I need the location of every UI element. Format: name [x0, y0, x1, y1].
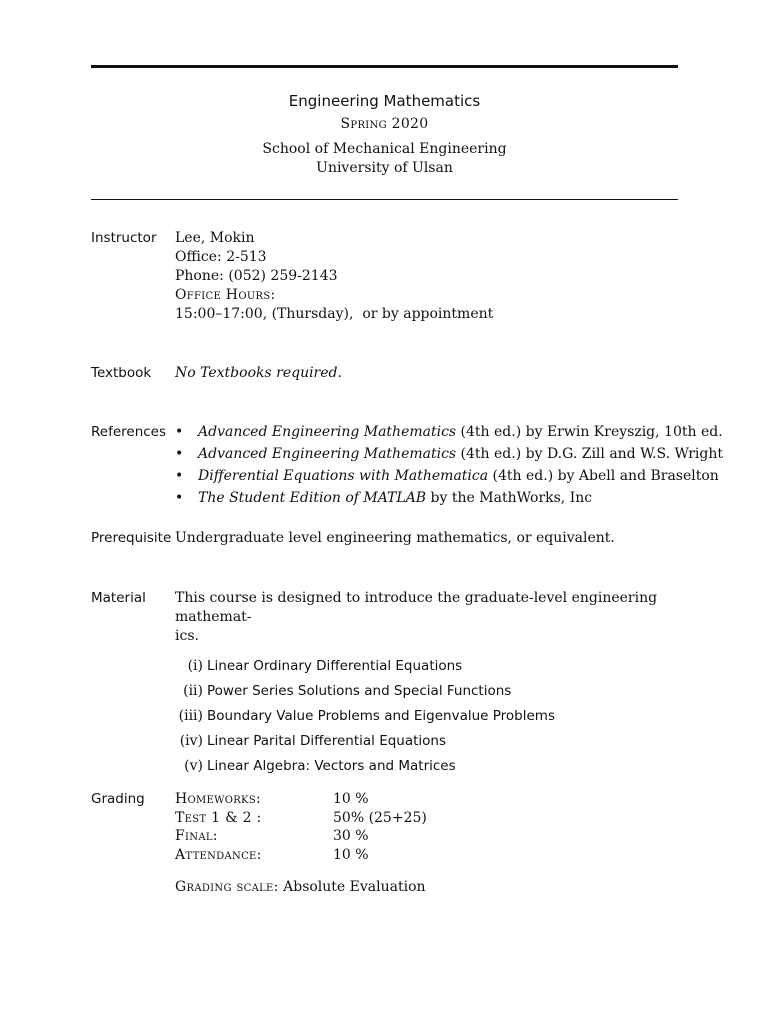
grading-scale-value: Absolute Evaluation	[278, 879, 426, 895]
references-section	[175, 421, 724, 509]
topic-item	[175, 679, 678, 704]
grading-label: Grading	[91, 791, 145, 807]
document-header	[91, 90, 678, 178]
topic-item	[175, 654, 678, 679]
reference-title: The Student Edition of MATLAB	[198, 490, 427, 506]
topic-number: (ii)	[183, 683, 203, 699]
topic-item	[175, 729, 678, 754]
instructor-office: Office: 2-513	[175, 249, 267, 265]
reference-list	[175, 421, 724, 509]
course-title: Engineering Mathematics	[288, 92, 481, 110]
office-hours-label: Office Hours:	[175, 287, 276, 303]
textbook-label: Textbook	[91, 365, 152, 381]
reference-item	[175, 465, 719, 487]
bullet-icon: •	[175, 468, 184, 484]
grading-scale	[175, 878, 678, 897]
topic-number: (iv)	[179, 733, 203, 749]
grading-table	[175, 790, 678, 864]
topic-number: (i)	[187, 658, 203, 674]
prerequisite-label: Prerequisite	[91, 530, 172, 546]
grading-section	[175, 790, 678, 897]
header-divider	[91, 199, 678, 200]
topic-item	[175, 704, 678, 729]
material-intro-line: This course is designed to introduce the graduate-level engineering mathemat-	[175, 590, 658, 625]
topic-text: Boundary Value Problems and Eigenvalue Problems	[207, 708, 555, 724]
instructor-phone: Phone: (052) 259-2143	[175, 268, 338, 284]
university-name: University of Ulsan	[316, 160, 453, 176]
material-label: Material	[91, 590, 146, 606]
top-rule	[91, 65, 678, 68]
office-hours-value: 15:00–17:00, (Thursday), or by appointment	[175, 306, 494, 322]
topic-item	[175, 754, 678, 779]
topic-number: (iii)	[178, 708, 203, 724]
material-section	[175, 589, 678, 779]
reference-details: (4th ed.) by D.G. Zill and W.S. Wright	[456, 446, 724, 462]
grading-weight: 30 %	[333, 828, 369, 844]
reference-item	[175, 421, 723, 443]
reference-details: (4th ed.) by Abell and Braselton	[488, 468, 719, 484]
instructor-section	[175, 229, 678, 324]
topic-text: Linear Algebra: Vectors and Matrices	[207, 758, 456, 774]
instructor-label: Instructor	[91, 230, 157, 246]
topic-number: (v)	[184, 758, 203, 774]
material-intro-line: ics.	[175, 628, 199, 644]
bullet-icon: •	[175, 424, 184, 440]
topic-list	[175, 654, 678, 779]
reference-item	[175, 487, 678, 509]
reference-details: by the MathWorks, Inc	[426, 490, 593, 506]
references-label: References	[91, 424, 167, 440]
grading-item: Final:	[175, 828, 218, 844]
reference-title: Advanced Engineering Mathematics	[198, 424, 457, 440]
grading-item: Attendance:	[175, 846, 262, 863]
grading-weight: 10 %	[333, 846, 369, 863]
instructor-name: Lee, Mokin	[175, 230, 255, 246]
school-name: School of Mechanical Engineering	[262, 141, 507, 157]
course-term: Spring 2020	[340, 116, 429, 132]
grading-scale-label: Grading scale:	[175, 879, 279, 895]
topic-text: Linear Ordinary Differential Equations	[207, 658, 463, 674]
reference-item	[175, 443, 724, 465]
grading-item: Homeworks:	[175, 791, 261, 807]
bullet-icon: •	[175, 446, 184, 462]
grading-weight: 10 %	[333, 791, 369, 807]
reference-title: Advanced Engineering Mathematics	[198, 446, 457, 462]
bullet-icon: •	[175, 490, 184, 506]
grading-weight: 50% (25+25)	[333, 809, 427, 826]
topic-text: Power Series Solutions and Special Functions	[207, 683, 512, 699]
reference-details: (4th ed.) by Erwin Kreyszig, 10th ed.	[456, 424, 723, 440]
topic-text: Linear Parital Differential Equations	[207, 733, 447, 749]
grading-item: Test 1 & 2 :	[175, 809, 262, 826]
prerequisite-text: Undergraduate level engineering mathematics, or equivalent.	[175, 530, 615, 546]
textbook-text: No Textbooks required.	[175, 365, 342, 381]
reference-title: Differential Equations with Mathematica	[198, 468, 489, 484]
